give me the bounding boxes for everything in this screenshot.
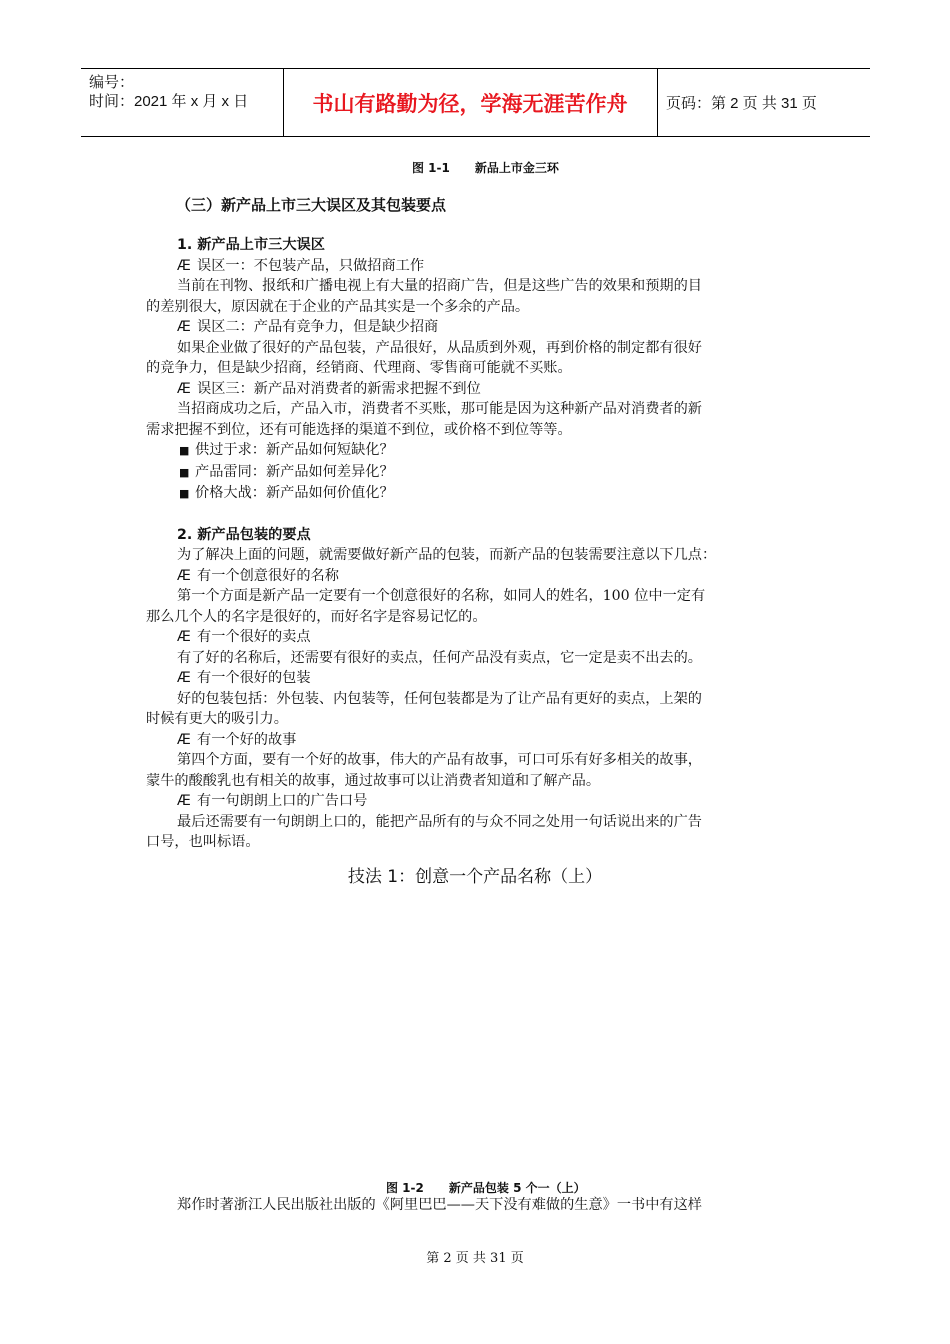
- point3-text-line1: 好的包装包括：外包装、内包装等，任何包装都是为了让产品有更好的卖点，上架的: [177, 690, 702, 707]
- point2-text-line1: 有了好的名称后，还需要有很好的卖点，任何产品没有卖点，它一定是卖不出去的。: [177, 649, 702, 666]
- point5-text-line1: 最后还需要有一句朗朗上口的，能把产品所有的与众不同之处用一句话说出来的广告: [177, 813, 702, 830]
- point5-title: Æ 有一句朗朗上口的广告口号: [146, 791, 810, 812]
- marker-icon: Æ: [177, 319, 191, 335]
- section-title: （三）新产品上市三大误区及其包装要点: [176, 196, 447, 214]
- header-meta: [89, 73, 279, 111]
- header-motto: 书山有路勤为径，学海无涯苦作舟: [312, 91, 628, 116]
- marker-icon: Æ: [177, 731, 191, 748]
- square-bullet-icon: ■: [179, 487, 190, 500]
- marker-icon: Æ: [177, 629, 191, 645]
- date-label: 时间：2021 年 x 月 x 日: [89, 93, 249, 110]
- point1-text-line1: 第一个方面是新产品一定要有一个创意很好的名称，如同人的姓名，100 位中一定有: [177, 588, 706, 604]
- square-bullet-icon: ■: [179, 465, 190, 479]
- mistake3-text-line2: 需求把握不到位，还有可能选择的渠道不到位，或价格不到位等等。: [146, 421, 572, 438]
- point1-title: Æ 有一个创意很好的名称: [146, 566, 810, 587]
- technique-heading: 技法 1：创意一个产品名称（上）: [347, 867, 603, 887]
- mistake3-text-line1: 当招商成功之后，产品入市，消费者不买账，那可能是因为这种新产品对消费者的新: [177, 401, 702, 417]
- part2-intro: 为了解决上面的问题，就需要做好新产品的包装，而新产品的包装需要注意以下几点：: [177, 547, 717, 563]
- page-header: [81, 68, 870, 137]
- closing-line: 郑作时著浙江人民出版社出版的《阿里巴巴——天下没有难做的生意》一书中有这样: [177, 1197, 702, 1213]
- header-divider-right: [657, 69, 658, 136]
- square-bullet-icon: ■: [179, 444, 190, 457]
- mistake2-title: Æ 误区二：产品有竞争力，但是缺少招商: [146, 317, 810, 338]
- part2-heading: 2. 新产品包装的要点: [177, 526, 311, 543]
- figure2-caption: 图 1-2 新产品包装 5 个一（上）: [386, 1181, 586, 1195]
- point1-text-line2: 那么几个人的名字是很好的，而好名字是容易记忆的。: [146, 608, 487, 625]
- marker-icon: Æ: [177, 380, 191, 397]
- mistake1-title: Æ 误区一：不包装产品，只做招商工作: [146, 256, 810, 277]
- point4-text-line1: 第四个方面，要有一个好的故事，伟大的产品有故事，可口可乐有好多相关的故事，: [177, 752, 702, 768]
- marker-icon: Æ: [177, 793, 191, 809]
- point3-text-line2: 时候有更大的吸引力。: [146, 711, 288, 727]
- mistake1-text-line2: 的差别很大，原因就在于企业的产品其实是一个多余的产品。: [146, 298, 530, 315]
- mistake1-text-line1: 当前在刊物、报纸和广播电视上有大量的招商广告，但是这些广告的效果和预期的目: [177, 278, 702, 294]
- mistake3-title: Æ 误区三：新产品对消费者的新需求把握不到位: [146, 379, 810, 400]
- figure1-caption: 图 1-1 新品上市金三环: [412, 161, 559, 175]
- point2-title: Æ 有一个很好的卖点: [146, 627, 810, 648]
- header-page-number: 页码：第 2 页 共 31 页: [666, 95, 817, 112]
- code-label: 编号：: [89, 74, 135, 91]
- point4-title: Æ 有一个好的故事: [146, 730, 810, 751]
- part1-heading: 1. 新产品上市三大误区: [177, 237, 325, 253]
- marker-icon: Æ: [177, 670, 191, 686]
- point5-text-line2: 口号，也叫标语。: [146, 834, 260, 850]
- mistake2-text-line1: 如果企业做了很好的产品包装，产品很好，从品质到外观，再到价格的制定都有很好: [177, 339, 702, 356]
- marker-icon: Æ: [177, 567, 191, 584]
- part1-block: [146, 235, 810, 853]
- marker-icon: Æ: [177, 257, 191, 274]
- bullet-item: ■ 供过于求：新产品如何短缺化？: [146, 440, 810, 462]
- closing-block: [146, 1195, 810, 1216]
- bullet-item: ■ 产品雷同：新产品如何差异化？: [146, 462, 810, 484]
- point4-text-line2: 蒙牛的酸酸乳也有相关的故事，通过故事可以让消费者知道和了解产品。: [146, 772, 601, 789]
- point3-title: Æ 有一个很好的包装: [146, 668, 810, 689]
- bullet-item: ■ 价格大战：新产品如何价值化？: [146, 483, 810, 505]
- mistake2-text-line2: 的竞争力，但是缺少招商，经销商、代理商、零售商可能就不买账。: [146, 360, 572, 376]
- page-footer: 第 2 页 共 31 页: [426, 1251, 524, 1266]
